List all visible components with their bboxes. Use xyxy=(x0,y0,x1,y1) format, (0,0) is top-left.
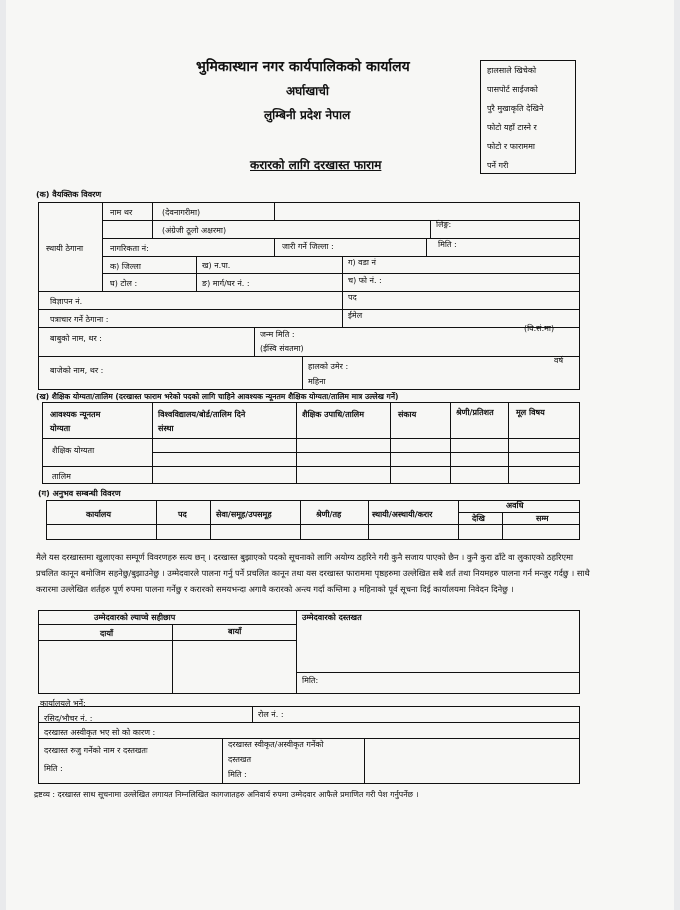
approver-sign-label: दस्तखत xyxy=(228,755,252,764)
edu-col-institution: संस्था xyxy=(158,424,174,433)
photo-box[interactable] xyxy=(480,60,576,174)
edu-col-division: श्रेणी/प्रतिशत xyxy=(456,408,494,417)
photo-instruction-5: फोटो र फाराममा xyxy=(487,142,535,151)
thumbprint-title: उम्मेदवारको ल्याप्चे सहीछाप xyxy=(94,613,176,622)
exp-col-period: अवधि xyxy=(506,501,524,510)
road-label: ङ) मार्ग/घर नं. : xyxy=(202,279,250,288)
exp-col-office: कार्यालय xyxy=(86,510,111,519)
gender-label: लिङ्ग: xyxy=(436,220,452,229)
province-title: लुम्बिनी प्रदेश नेपाल xyxy=(264,108,351,122)
citizenship-label: नागरिकता नं: xyxy=(110,244,149,253)
receiver-label: दरखास्त रुजु गर्नेको नाम र दस्तखतः xyxy=(44,746,148,755)
photo-instruction-1: हालसाले खिचेको xyxy=(487,66,537,75)
exp-col-to: सम्म xyxy=(536,514,549,523)
thumb-left-label: बायाँ xyxy=(228,627,242,636)
roll-no-label: रोल नं. : xyxy=(258,710,284,719)
phone-label: च) फो नं. : xyxy=(348,276,382,285)
year-label: वर्ष xyxy=(554,356,564,365)
name-english-label: (अंग्रेजी ठूलो अक्षरमा) xyxy=(162,226,227,235)
candidate-sign-label: उम्मेदवारको दस्तखत xyxy=(302,613,362,622)
form-title: करारको लागि दरखास्त फाराम xyxy=(250,158,382,172)
receipt-no-label: रसिद/भौचर नं. : xyxy=(44,714,93,723)
name-label: नाम थर xyxy=(110,208,133,217)
declaration-text: मैले यस दरखास्तमा खुलाएका सम्पूर्ण विवरणहरु सत्य छन् । दरखास्त बुझाएको पदको सूचनाको लागि अयोग्य ठहरिने गरी कुनै सजाय पाएको छैन । कुनै कुरा ढाँटे वा लुकाएको ठहरिएमा प्रचलित कानून बमोजिम सहनेछु/बुझाउनेछु । उम्मेदवारले पालना गर्नु पर्ने प्रचलित कानून तथा यस दरखास्त फाराममा पृष्ठहरुमा उल्लेखित सबै शर्त तथा नियमहरु पालना गर्न मन्जुर गर्दछु । साथै करारमा उल्लेखित शर्तहरु पूर्ण रुपमा पालना गर्नेछु र करारको समयभन्दा अगावै करारको अन्त्य गर्दा कम्तिमा ३ महिनाको पूर्व सूचना दिई कार्यालयमा निवेदन दिनेछु । xyxy=(36,552,590,594)
photo-instruction-4: फोटो यहाँ टास्ने र xyxy=(487,123,537,132)
ward-label: ग) वडा नं xyxy=(348,258,376,267)
edu-col-degree: शैक्षिक उपाधि/तालिम xyxy=(302,410,365,419)
experience-table xyxy=(46,500,580,540)
permanent-address-label: स्थायी ठेगाना xyxy=(46,244,84,253)
footnote: द्रष्टव्य : दरखास्त साथ सूचनामा उल्लेखित लगायत निम्नलिखित कागजातहरु अनिवार्य रुपमा उम्मेदवार आफैले प्रमाणित गरी पेश गर्नुपर्नेछ । xyxy=(34,790,419,799)
municipality-label: ख) न.पा. xyxy=(202,261,231,270)
district-label: क) जिल्ला xyxy=(110,262,141,271)
tole-label: घ) टोल : xyxy=(110,279,138,288)
advert-no-label: विज्ञापन नं. xyxy=(50,297,83,306)
mailing-address-label: पत्राचार गर्ने ठेगाना : xyxy=(50,315,109,324)
photo-instruction-2: पासपोर्ट साईजको xyxy=(487,85,538,94)
approver-label: दरखास्त स्वीकृत/अस्वीकृत गर्नेको xyxy=(228,740,324,749)
candidate-sign-date: मिति: xyxy=(302,676,319,685)
edu-col-min-qualification: आवश्यक न्यूनतम xyxy=(50,410,101,419)
photo-instruction-6: पर्ने गरी xyxy=(487,161,509,170)
citizenship-date-label: मिति : xyxy=(438,240,457,249)
edu-col-major: मूल विषय xyxy=(516,408,545,417)
photo-instruction-3: पुरै मुखाकृति देखिने xyxy=(487,104,544,113)
exp-col-type: स्थायी/अस्थायी/करार xyxy=(372,510,433,519)
dob-label: जन्म मिति : xyxy=(260,330,295,339)
edu-col-faculty: संकाय xyxy=(398,410,417,419)
father-name-label: बाबुको नाम, थर : xyxy=(50,334,102,343)
office-title: भुमिकास्थान नगर कार्यपालिकको कार्यालय xyxy=(196,59,410,75)
issued-district-label: जारी गर्ने जिल्ला : xyxy=(282,242,334,251)
exp-col-service: सेवा/समूह/उपसमूह xyxy=(216,510,272,519)
office-use-title: कार्यालयले भर्ने: xyxy=(40,699,86,708)
thumb-right-label: दायाँ xyxy=(100,629,114,638)
education-section-title: (ख) शैक्षिक योग्यता/तालिम (दरखास्त फाराम भरेको पदको लागि चाहिने आवश्यक न्यूनतम शैक्षिक योग्यता/तालिम मात्र उल्लेख गर्ने) xyxy=(36,392,399,401)
email-label: ईमेल xyxy=(348,311,363,320)
edu-col-qualification-2: योग्यता xyxy=(50,424,71,433)
exp-col-level: श्रेणी/तह xyxy=(316,510,342,519)
post-label: पद xyxy=(348,293,357,302)
experience-section-title: (ग) अनुभव सम्बन्धी विवरण xyxy=(38,489,121,498)
form-paper xyxy=(6,0,674,910)
name-devanagari-label: (देवनागरीमा) xyxy=(162,208,201,217)
approver-date-label: मिति : xyxy=(228,770,247,779)
receiver-date-label: मिति : xyxy=(44,764,63,773)
district-title: अर्घाखाची xyxy=(286,84,330,98)
exp-col-post: पद xyxy=(178,510,187,519)
dob-vs-label: (वि.सं.मा) xyxy=(524,324,555,333)
edu-row-academic: शैक्षिक योग्यता xyxy=(52,446,95,455)
dob-ad-label: (ईस्वि संवतमा) xyxy=(260,344,304,353)
reject-reason-label: दरखास्त अस्वीकृत भए सो को कारण : xyxy=(44,728,156,737)
month-label: महिना xyxy=(308,377,326,386)
personal-section-title: (क) वैयक्तिक विवरण xyxy=(36,190,102,199)
current-age-label: हालको उमेर : xyxy=(308,362,349,371)
edu-row-training: तालिम xyxy=(52,472,71,481)
grandfather-name-label: बाजेको नाम, थर : xyxy=(50,366,104,375)
exp-col-from: देखि xyxy=(472,514,485,523)
edu-col-university: विश्वविद्यालय/बोर्ड/तालिम दिने xyxy=(158,410,246,419)
